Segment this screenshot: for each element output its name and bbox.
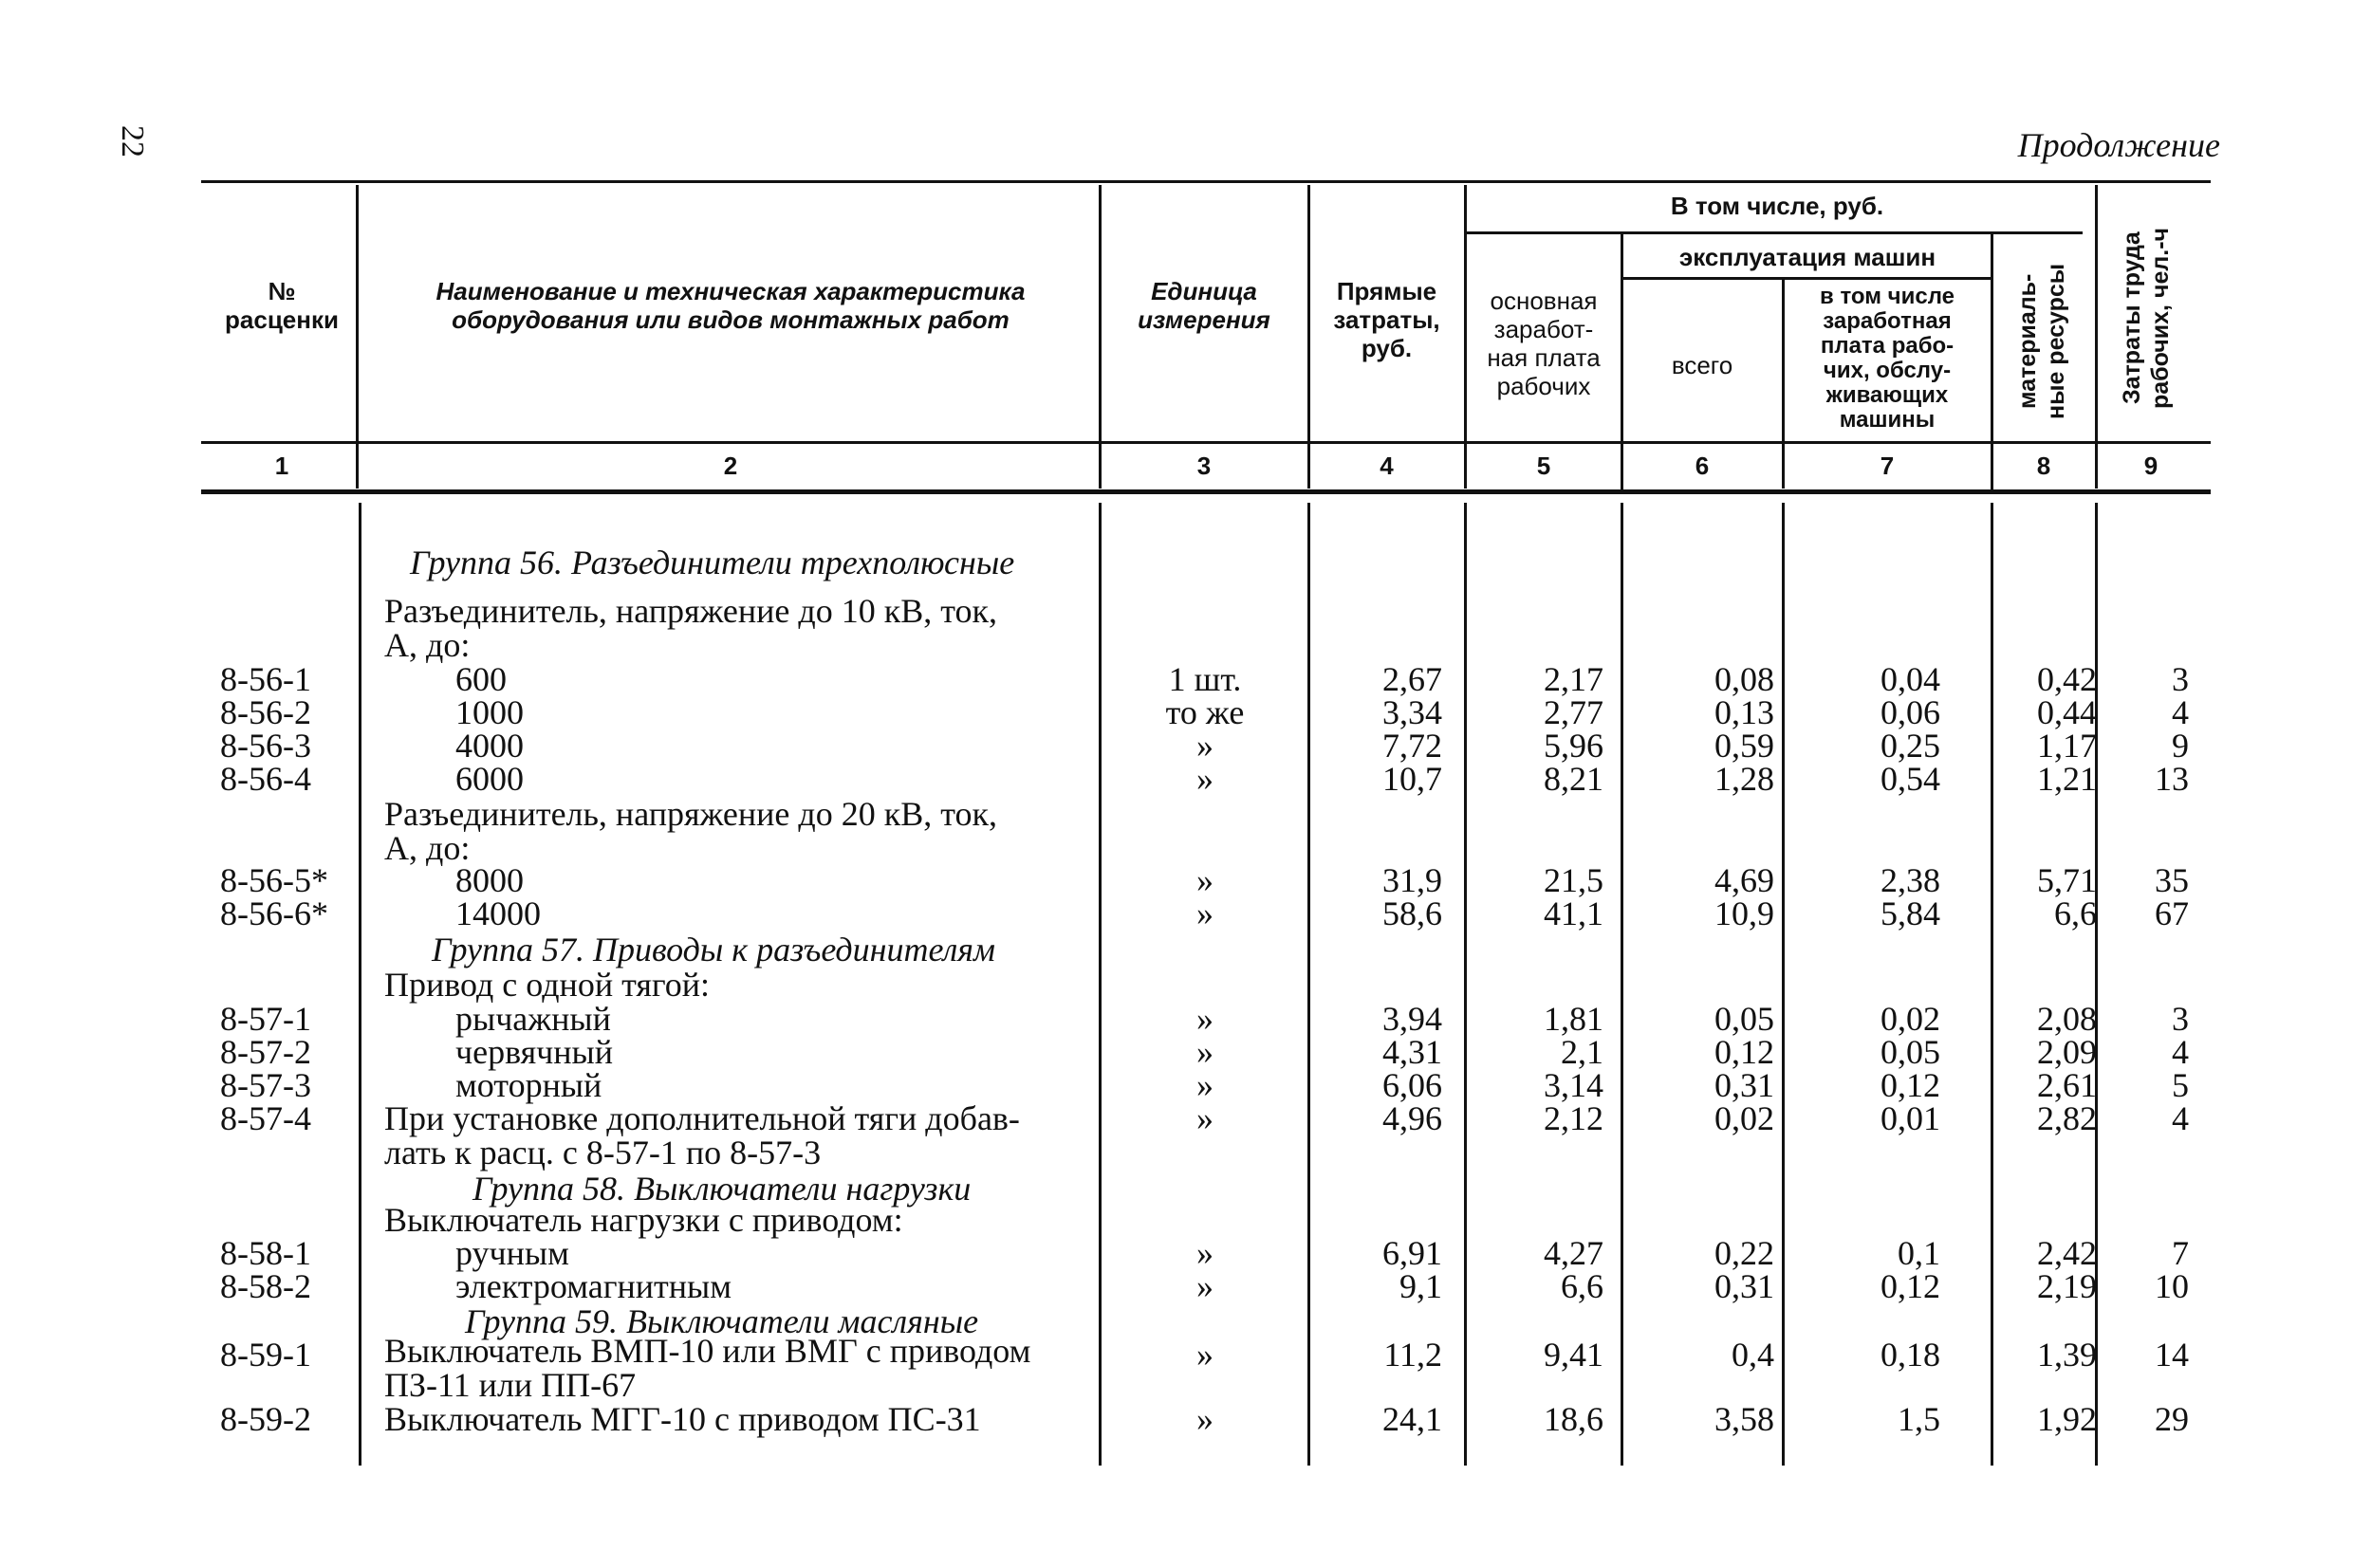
body-divider-3 [1307,503,1310,1466]
header-col9: Затраты труда рабочих, чел.-ч [2119,227,2174,409]
header-col5: основная заработ- ная плата рабочих [1487,286,1601,400]
header-col3: Единица измерения [1138,277,1270,334]
col-divider-1 [356,185,359,489]
header-col4: Прямые затраты, руб. [1333,277,1440,362]
header-col8: материаль-ные ресурсы [2014,263,2069,420]
colnum-6: 6 [1695,452,1710,480]
colnum-2: 2 [723,452,738,480]
group-title-57: Группа 57. Приводы к разъединителям [432,931,995,968]
colnum-bottom-line [201,489,2211,494]
colnum-7: 7 [1880,452,1895,480]
body-divider-7 [1991,503,1993,1466]
body-divider-2 [1099,503,1102,1466]
header-col6: всего [1671,351,1733,379]
row-name-8-59-1: Выключатель ВМП-10 или ВМГ с приводом ПЗ-11 или ПП-67 [384,1332,1031,1404]
col-divider-8 [2095,185,2098,489]
body-divider-8 [2095,503,2098,1466]
col-divider-3 [1307,185,1310,489]
subheader-58: Выключатель нагрузки с приводом: [384,1201,903,1239]
header-machine: эксплуатация машин [1678,243,1936,271]
header-col7: в том числе заработная плата рабо- чих, обслу- живающих машины [1820,284,1955,433]
subheader-57: Привод с одной тягой: [384,966,711,1004]
colnum-4: 4 [1380,452,1394,480]
group-title-56: Группа 56. Разъединители трехполюсные [410,544,1015,581]
group-title-58: Группа 58. Выключатели нагрузки [472,1170,972,1208]
body-divider-1 [359,503,361,1466]
colnum-3: 3 [1196,452,1212,480]
colnum-5: 5 [1536,452,1551,480]
subheader-56a: Разъединитель, напряжение до 10 кВ, ток, А, до: [384,592,997,664]
row-name-8-57-4: При установке дополнительной тяги добав- лать к расц. с 8-57-1 по 8-57-3 [384,1099,1020,1171]
header-in-total: В том числе, руб. [1670,192,1884,220]
body-divider-5 [1621,503,1623,1466]
body-divider-4 [1464,503,1467,1466]
continuation-label: Продолжение [2017,126,2220,164]
colnum-9: 9 [2143,452,2158,480]
col-divider-7 [1991,233,1993,489]
table-top-line [201,180,2211,183]
body-divider-6 [1782,503,1785,1466]
page-number: 22 [115,125,150,157]
header-bottom-line [201,441,2211,444]
col-divider-6 [1782,280,1785,489]
col-divider-2 [1099,185,1102,489]
group-title-59: Группа 59. Выключатели масляные [465,1302,979,1340]
colnum-1: 1 [274,452,289,480]
col-divider-5 [1621,233,1623,489]
header-col2: Наименование и техническая характеристика оборудования или видов монтажных работ [435,277,1026,334]
col-divider-4 [1464,185,1467,489]
colnum-8: 8 [2036,452,2051,480]
machine-underline [1622,277,1992,280]
header-col1: № расценки [225,277,339,334]
subheader-56b: Разъединитель, напряжение до 20 кВ, ток, А, до: [384,795,997,867]
